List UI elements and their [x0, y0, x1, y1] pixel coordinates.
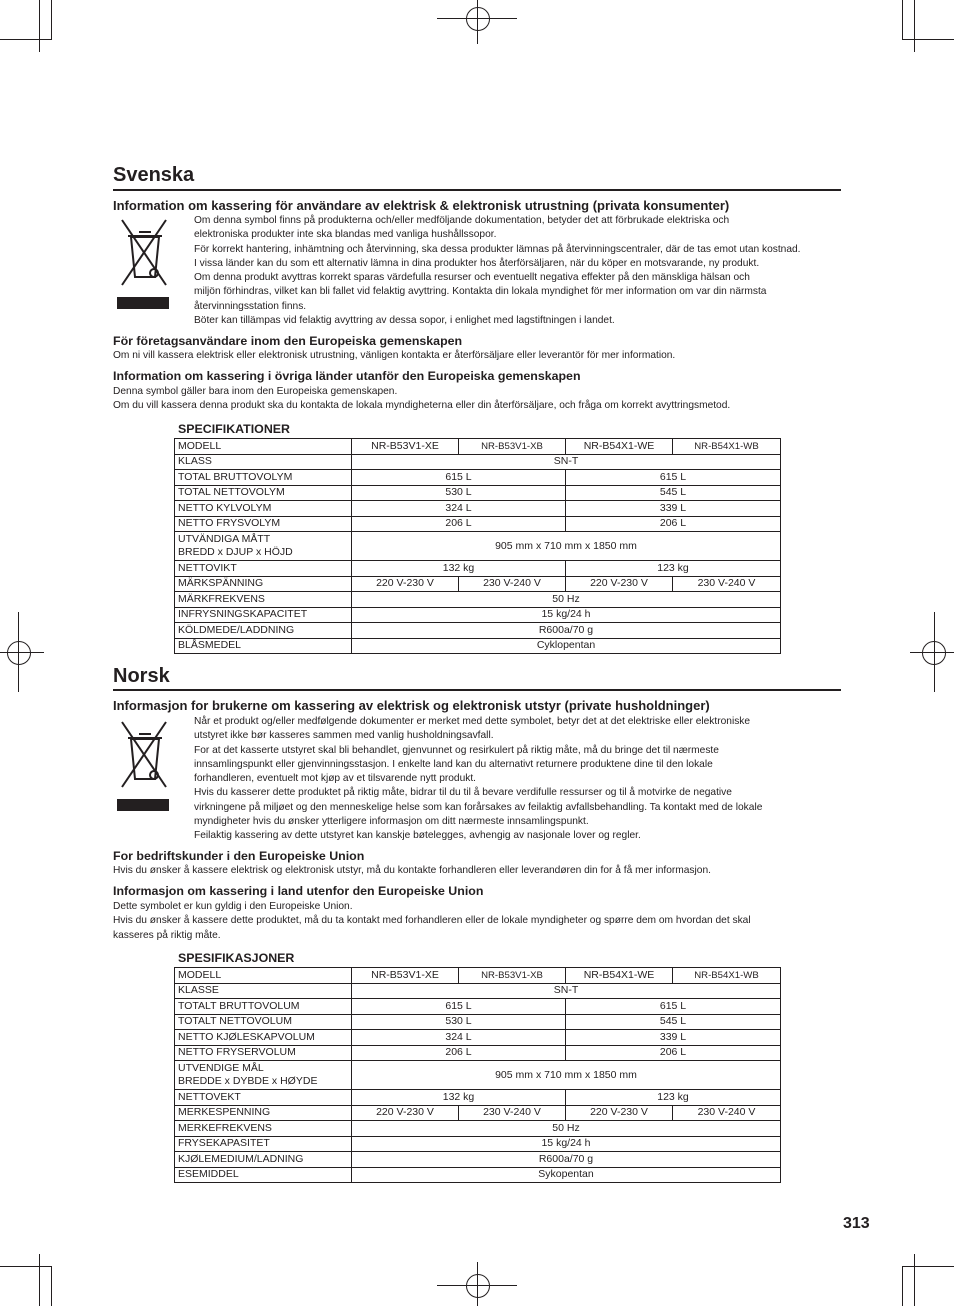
value-cell: R600a/70 g — [352, 623, 781, 639]
row-label: NETTOVEKT — [175, 1090, 352, 1106]
heading-private-disposal: Informasjon for brukerne om kassering av elektrisk og elektronisk utstyr (private husholdninger) — [113, 698, 710, 713]
value-cell: 15 kg/24 h — [352, 1136, 781, 1152]
model-cell: NR-B54X1-WB — [673, 439, 781, 455]
table-row — [175, 1167, 781, 1183]
table-row — [175, 623, 781, 639]
row-label: NETTO FRYSVOLYM — [175, 516, 352, 532]
value-cell: 339 L — [566, 1030, 781, 1046]
table-row — [175, 561, 781, 577]
value-cell: 123 kg — [566, 561, 781, 577]
value-cell: 220 V-230 V — [566, 1105, 673, 1121]
value-cell: 545 L — [566, 485, 781, 501]
table-row — [175, 1030, 781, 1046]
table-row — [175, 1105, 781, 1121]
row-label: TOTALT BRUTTOVOLUM — [175, 999, 352, 1015]
table-row — [175, 516, 781, 532]
value-cell: 905 mm x 710 mm x 1850 mm — [352, 532, 781, 561]
section-rule — [113, 189, 841, 191]
row-label: UTVÄNDIGA MÅTT BREDD x DJUP x HÖJD — [175, 532, 352, 561]
row-label: TOTAL BRUTTOVOLYM — [175, 470, 352, 486]
table-row — [175, 607, 781, 623]
row-label: MODELL — [175, 439, 352, 455]
row-label: KLASSE — [175, 983, 352, 999]
value-cell: 220 V-230 V — [352, 576, 459, 592]
value-cell: 220 V-230 V — [566, 576, 673, 592]
spec-table — [174, 438, 781, 654]
row-label: INFRYSNINGSKAPACITET — [175, 607, 352, 623]
value-cell: 230 V-240 V — [673, 576, 781, 592]
row-label: TOTAL NETTOVOLYM — [175, 485, 352, 501]
model-cell: NR-B53V1-XE — [352, 439, 459, 455]
value-cell: 132 kg — [352, 561, 566, 577]
row-label: MODELL — [175, 968, 352, 984]
table-row — [175, 576, 781, 592]
value-cell: 615 L — [566, 470, 781, 486]
value-cell: 905 mm x 710 mm x 1850 mm — [352, 1061, 781, 1090]
value-cell: 545 L — [566, 1014, 781, 1030]
value-cell: SN-T — [352, 983, 781, 999]
table-row — [175, 1090, 781, 1106]
spec-title: SPECIFIKATIONER — [178, 422, 290, 436]
value-cell: 50 Hz — [352, 1121, 781, 1137]
heading-other-countries: Informasjon om kassering i land utenfor den Europeiske Union — [113, 884, 484, 898]
page-number: 313 — [843, 1215, 870, 1232]
value-cell: 324 L — [352, 501, 566, 517]
value-cell: 530 L — [352, 485, 566, 501]
weee-bin-icon — [113, 717, 173, 812]
value-cell: 15 kg/24 h — [352, 607, 781, 623]
heading-business-users: För företagsanvändare inom den Europeiska gemenskapen — [113, 334, 463, 348]
row-label: UTVENDIGE MÅL BREDDE x DYBDE x HØYDE — [175, 1061, 352, 1090]
table-row — [175, 485, 781, 501]
value-cell: 220 V-230 V — [352, 1105, 459, 1121]
row-label: MERKEFREKVENS — [175, 1121, 352, 1137]
value-cell: 50 Hz — [352, 592, 781, 608]
heading-business-users: For bedriftskunder i den Europeiske Union — [113, 849, 365, 863]
model-cell: NR-B53V1-XB — [459, 968, 566, 984]
row-label: TOTALT NETTOVOLUM — [175, 1014, 352, 1030]
table-row — [175, 454, 781, 470]
table-row — [175, 638, 781, 654]
value-cell: 230 V-240 V — [673, 1105, 781, 1121]
row-label: KLASS — [175, 454, 352, 470]
value-cell: 615 L — [352, 999, 566, 1015]
value-cell: Cyklopentan — [352, 638, 781, 654]
table-row — [175, 592, 781, 608]
section-title-svenska: Svenska — [113, 164, 195, 186]
row-label: NETTOVIKT — [175, 561, 352, 577]
private-disposal-text: Om denna symbol finns på produkterna och/eller medföljande dokumentation, betyder det att förbrukade elektriska och elektroniska produkter inte ska blandas med vanliga hushållssopor. För korrekt hantering, inhämtning och återvinning, ska dessa produkter lämnas på återvinningscentraler, där de tas emot utan kostnad. I vissa länder kan du som ett alternativ lämna in dina produkter hos återförsäljaren, när du köper en motsvarande, ny produkt. Om denna produkt avyttras korrekt sparas värdefulla resurser och eventuellt negativa effekter på den mänskliga hälsan och miljön förhindras, vilket kan bli fallet vid felaktig avyttring. Kontakta din lokala myndighet för mer information om var din närmsta återvinningsstation finns. Böter kan tillämpas vid felaktig avyttring av dessa sopor, i enlighet med lagstiftningen i landet. — [194, 215, 801, 327]
value-cell: 230 V-240 V — [459, 576, 566, 592]
value-cell: Sykopentan — [352, 1167, 781, 1183]
value-cell: 324 L — [352, 1030, 566, 1046]
table-row — [175, 532, 781, 561]
table-row — [175, 1152, 781, 1168]
value-cell: 230 V-240 V — [459, 1105, 566, 1121]
value-cell: 615 L — [566, 999, 781, 1015]
value-cell: 615 L — [352, 470, 566, 486]
other-countries-text: Dette symbolet er kun gyldig i den Europeiske Union. Hvis du ønsker å kassere dette produktet, må du ta kontakt med forhandleren eller de lokale myndigheter og spørre dem om hvordan det skal kasseres på riktig måte. — [113, 901, 751, 941]
value-cell: 530 L — [352, 1014, 566, 1030]
row-label: MÄRKFREKVENS — [175, 592, 352, 608]
weee-bin-icon — [113, 215, 173, 310]
value-cell: 206 L — [352, 1045, 566, 1061]
model-cell: NR-B53V1-XE — [352, 968, 459, 984]
model-cell: NR-B54X1-WB — [673, 968, 781, 984]
business-users-text: Hvis du ønsker å kassere elektrisk og elektronisk utstyr, må du kontakte forhandleren eller leverandøren din for å få mer informasjon. — [113, 865, 711, 876]
model-cell: NR-B54X1-WE — [566, 439, 673, 455]
model-cell: NR-B53V1-XB — [459, 439, 566, 455]
row-label: BLÅSMEDEL — [175, 638, 352, 654]
heading-private-disposal: Information om kassering för användare av elektrisk & elektronisk utrustning (privata konsumenter) — [113, 198, 730, 213]
section-title-norsk: Norsk — [113, 665, 170, 687]
value-cell: 206 L — [566, 1045, 781, 1061]
value-cell: SN-T — [352, 454, 781, 470]
table-row — [175, 968, 781, 984]
value-cell: 339 L — [566, 501, 781, 517]
table-row — [175, 501, 781, 517]
spec-table — [174, 967, 781, 1183]
value-cell: 206 L — [566, 516, 781, 532]
heading-other-countries: Information om kassering i övriga länder utanför den Europeiska gemenskapen — [113, 369, 581, 383]
section-rule — [113, 689, 841, 691]
row-label: NETTO FRYSERVOLUM — [175, 1045, 352, 1061]
row-label: KÖLDMEDE/LADDNING — [175, 623, 352, 639]
row-label: FRYSEKAPASITET — [175, 1136, 352, 1152]
table-row — [175, 1121, 781, 1137]
row-label: NETTO KJØLESKAPVOLUM — [175, 1030, 352, 1046]
value-cell: R600a/70 g — [352, 1152, 781, 1168]
value-cell: 123 kg — [566, 1090, 781, 1106]
table-row — [175, 999, 781, 1015]
spec-title: SPESIFIKASJONER — [178, 951, 295, 965]
model-cell: NR-B54X1-WE — [566, 968, 673, 984]
table-row — [175, 1045, 781, 1061]
table-row — [175, 983, 781, 999]
table-row — [175, 470, 781, 486]
row-label: MERKESPENNING — [175, 1105, 352, 1121]
row-label: MÄRKSPÄNNING — [175, 576, 352, 592]
table-row — [175, 1061, 781, 1090]
table-row — [175, 1014, 781, 1030]
row-label: KJØLEMEDIUM/LADNING — [175, 1152, 352, 1168]
table-row — [175, 1136, 781, 1152]
value-cell: 132 kg — [352, 1090, 566, 1106]
value-cell: 206 L — [352, 516, 566, 532]
row-label: ESEMIDDEL — [175, 1167, 352, 1183]
row-label: NETTO KYLVOLYM — [175, 501, 352, 517]
private-disposal-text: Når et produkt og/eller medfølgende dokumenter er merket med dette symbolet, betyr det at det elektriske eller elektroniske utstyret ikke bør kasseres sammen med vanlig husholdningsavfall. For at det kasserte utstyret skal bli behandlet, gjenvunnet og resirkulert på riktig måte, må du bringe det til nærmeste innsamlingspunkt eller gjenvinningsstasjon. I enkelte land kan du alternativt returnere produktene dine til den lokale forhandleren, eventuelt mot kjøp av et tilsvarende nytt produkt. Hvis du kasserer dette produktet på riktig måte, bidrar til du til å bevare verdifulle ressurser og til å motvirke de negative virkningene på miljøet og den menneskelige helse som kan forårsakes av feilaktig avfallsbehandling. Ta kontakt med de lokale myndigheter hvis du ønsker ytterligere informasjon om ditt nærmeste innsamlingspunkt. Feilaktig kassering av dette utstyret kan kanskje bøtelegges, avhengig av nasjonale lover og regler. — [194, 716, 763, 842]
business-users-text: Om ni vill kassera elektrisk eller elektronisk utrustning, vänligen kontakta er återförsäljare eller leverantör för mer information. — [113, 350, 676, 361]
table-row — [175, 439, 781, 455]
other-countries-text: Denna symbol gäller bara inom den Europeiska gemenskapen. Om du vill kassera denna produkt ska du kontakta de lokala myndigheterna eller din återförsäljare, och fråga om korrekt avyttringsmetod. — [113, 386, 731, 412]
